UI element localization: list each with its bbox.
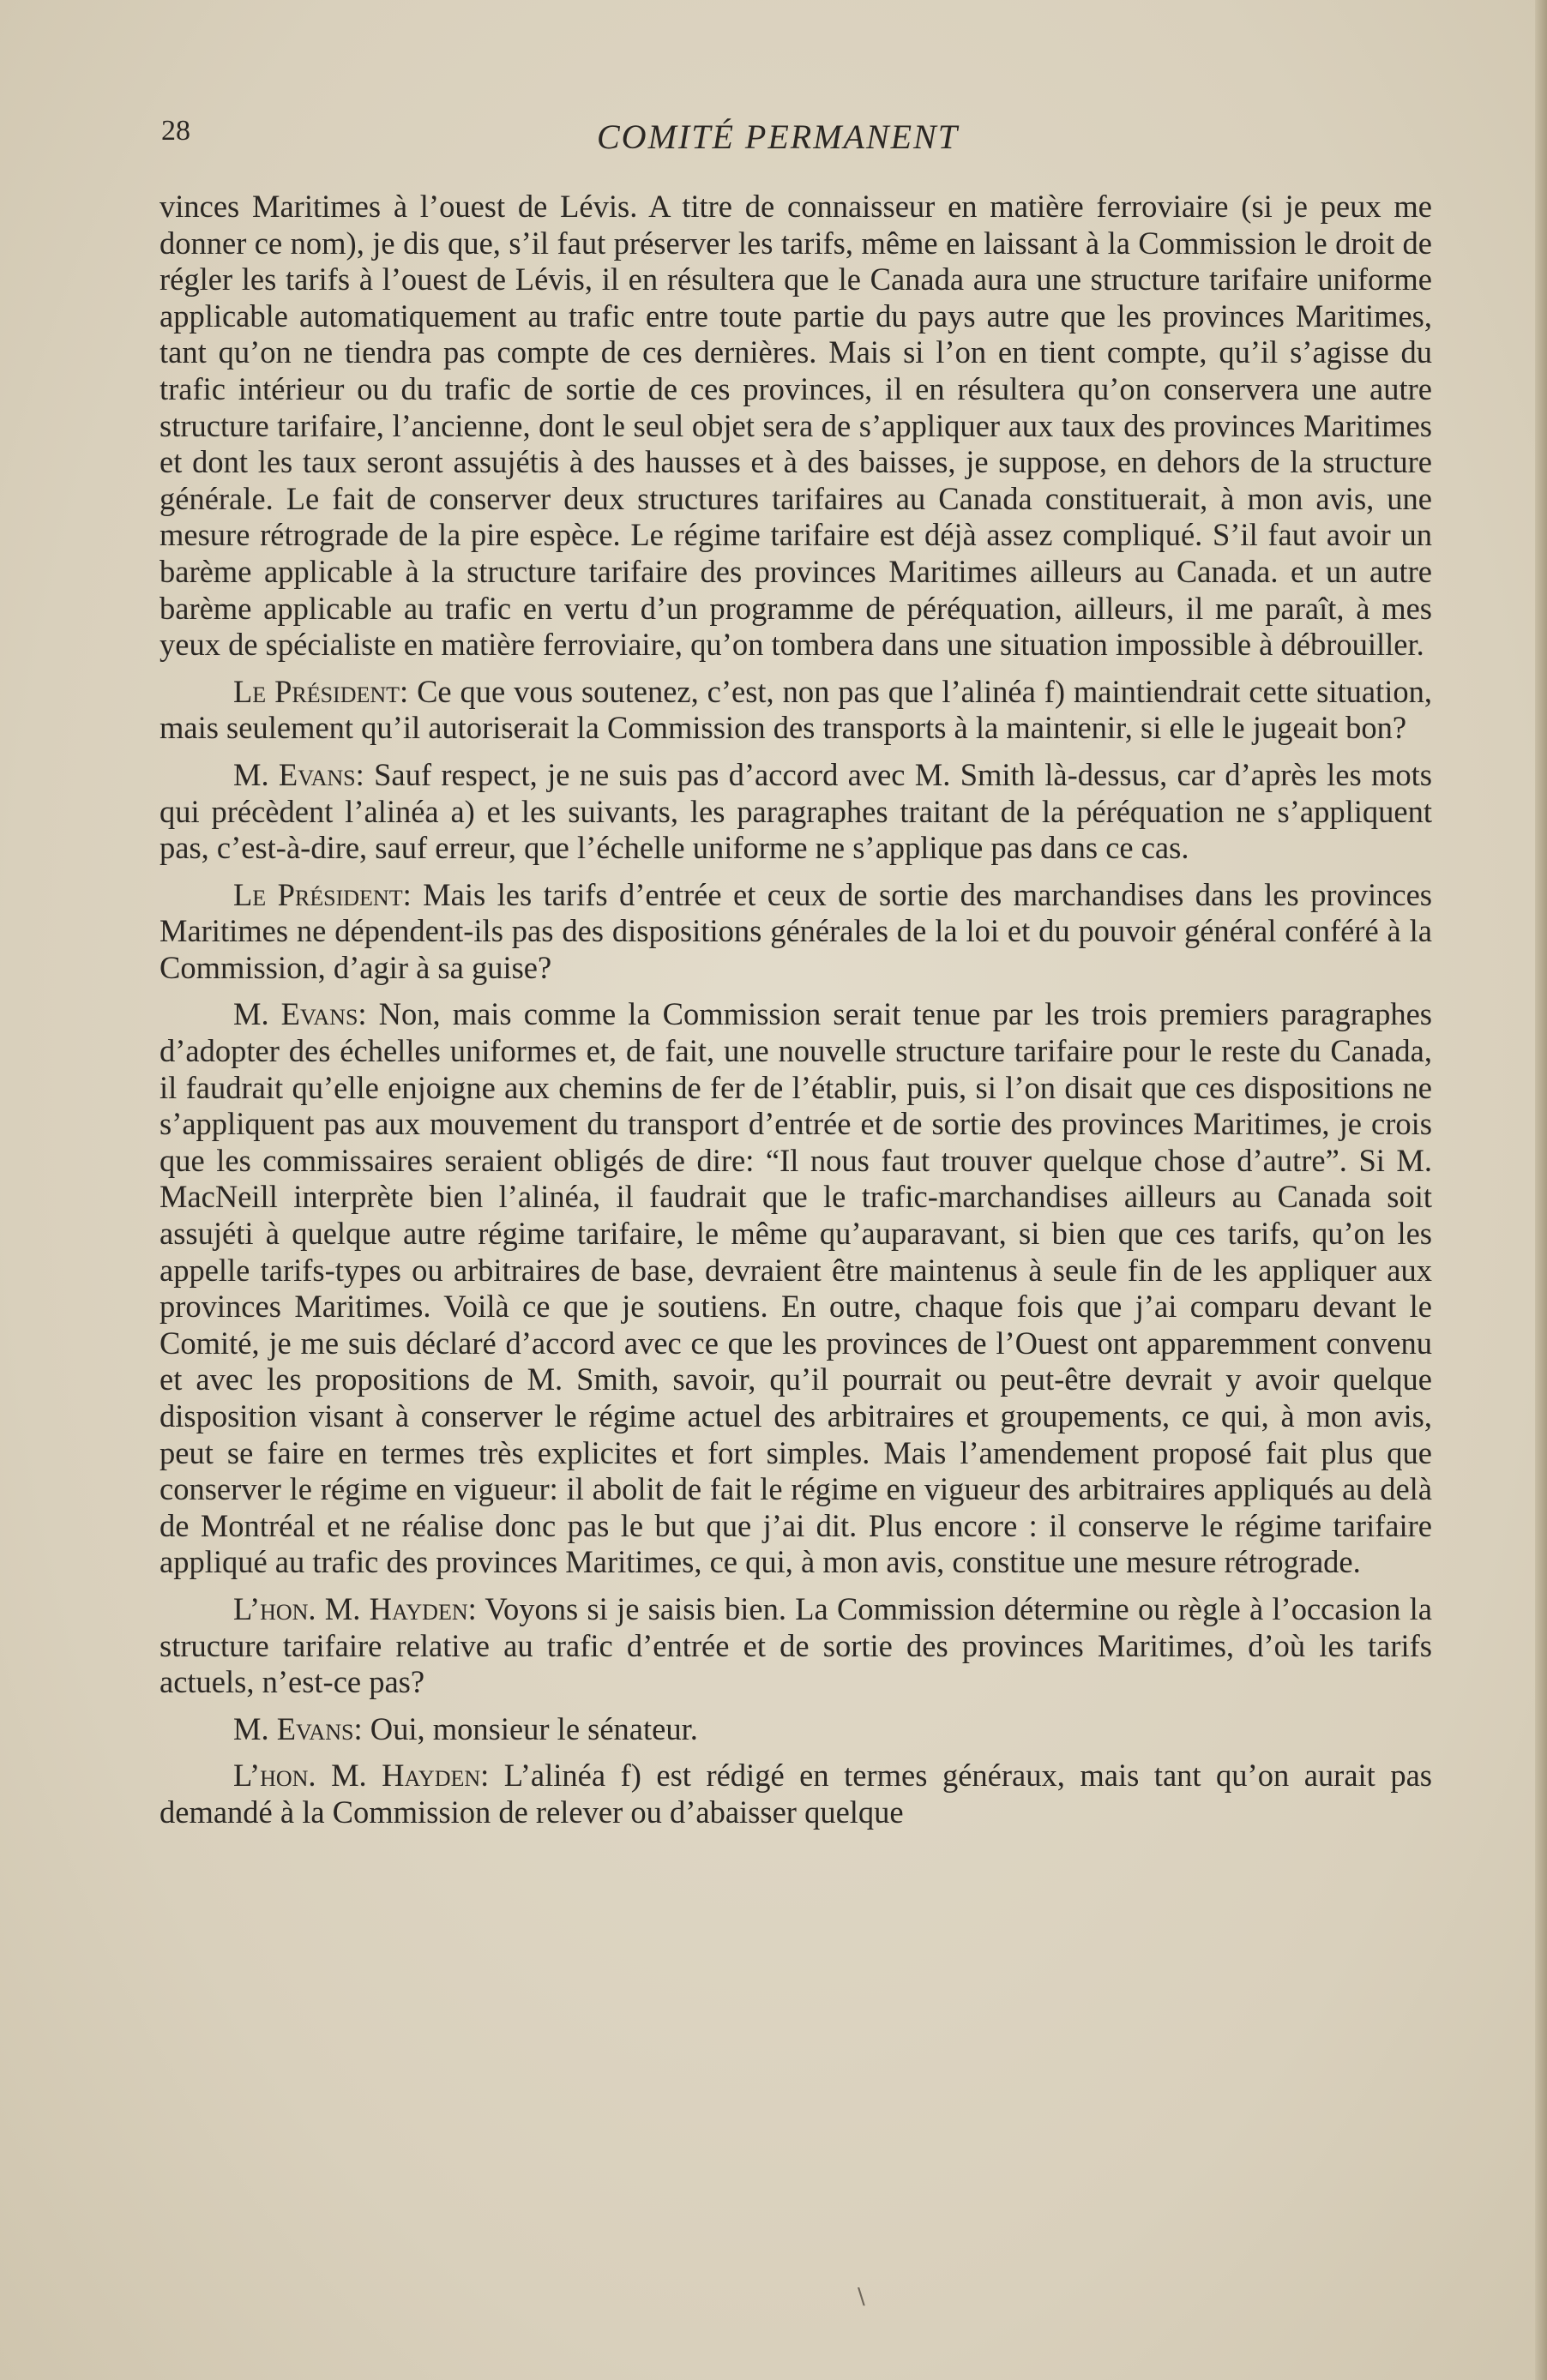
- running-title: COMITÉ PERMANENT: [597, 117, 959, 156]
- speaker-name: M. Evans:: [233, 756, 364, 792]
- footer-mark: \: [858, 2284, 865, 2310]
- speaker-name: L’hon. M. Hayden:: [233, 1590, 477, 1626]
- paragraph-text: Oui, monsieur le sénateur.: [362, 1710, 698, 1746]
- speaker-name: M. Evans:: [233, 1710, 363, 1746]
- page-edge: [1535, 0, 1547, 2380]
- paragraph-text: vinces Maritimes à l’ouest de Lévis. A titre de connaisseur en matière ferroviaire (si je peux me donner ce nom), je dis que, s’il faut préserver les tarifs, même en laissant à la Commission le droit de régler les tarifs à l’ouest de Lévis, il en résultera que le Canada aura une structure tarifaire uniforme applicable automatiquement au trafic entre toute partie du pays autre que les provinces Maritimes, tant qu’on ne tiendra pas compte de ces dernières. Mais si l’on en tient compte, qu’il s’agisse du trafic intérieur ou du trafic de sortie de ces provinces, il en résultera qu’on conservera une autre structure tarifaire, l’ancienne, dont le seul objet sera de s’appliquer aux taux des provinces Maritimes et dont les taux seront assujétis à des hausses et à des baisses, je suppose, en dehors de la structure générale. Le fait de conserver deux structures tarifaires au Canada constituerait, à mon avis, une mesure rétrograde de la pire espèce. Le régime tarifaire est déjà assez compliqué. S’il faut avoir un barème applicable à la structure tarifaire des provinces Maritimes ailleurs au Canada. et un autre barème applicable au trafic en vertu d’un programme de péréquation, ailleurs, il me paraît, à mes yeux de spécialiste en matière ferroviaire, qu’on tombera dans une situation impossible à débrouiller.: [160, 189, 1432, 663]
- paragraph-5: [160, 996, 1432, 1581]
- body-text: [160, 189, 1432, 1842]
- paragraph-text: Mais les tarifs d’entrée et ceux de sortie des marchandises dans les provinces Maritimes ne dépendent-ils pas des dispositions générales de la loi et du pouvoir général conféré à la Commission, d’agir à sa guise?: [160, 876, 1432, 985]
- paragraph-3: [160, 757, 1432, 867]
- page-number: 28: [161, 115, 190, 147]
- paragraph-text: Ce que vous soutenez, c’est, non pas que l’alinéa f) maintiendrait cette situation, mais seulement qu’il autoriserait la Commission des transports à la maintenir, si elle le jugeait bon?: [160, 673, 1432, 746]
- paragraph-8: [160, 1758, 1432, 1830]
- paragraph-2: [160, 674, 1432, 747]
- paragraph-4: [160, 877, 1432, 987]
- speaker-name: M. Evans:: [233, 996, 367, 1032]
- paragraph-text: Non, mais comme la Commission serait tenue par les trois premiers paragraphes d’adopter des échelles uniformes et, de fait, une nouvelle structure tarifaire pour le reste du Canada, il faudrait qu’elle enjoigne aux chemins de fer de l’établir, puis, si l’on disait que ces dispositions ne s’appliquent pas aux mouvement du transport d’entrée et de sortie des provinces Maritimes, je crois que les commissaires seraient obligés de dire: “Il nous faut trouver quelque chose d’autre”. Si M. MacNeill interprète bien l’alinéa, il faudrait que le trafic-marchandises ailleurs au Canada soit assujéti à quelque autre régime tarifaire, le même qu’auparavant, si bien que ces tarifs, qu’on les appelle tarifs-types ou arbitraires de base, devraient être maintenus à seule fin de les appliquer aux provinces Maritimes. Voilà ce que je soutiens. En outre, chaque fois que j’ai comparu devant le Comité, je me suis déclaré d’accord avec ce que les provinces de l’Ouest ont apparemment convenu et avec les propositions de M. Smith, savoir, qu’il pourrait ou peut-être devrait y avoir quelque disposition visant à conserver le régime actuel des arbitraires et groupements, ce qui, à mon avis, peut se faire en termes très explicites et fort simples. Mais l’amendement proposé fait plus que conserver le régime en vigueur: il abolit de fait le régime en vigueur des arbitraires appliqués au delà de Montréal et ne réalise donc pas le but que j’ai dit. Plus encore : il conserve le régime tarifaire appliqué au trafic des provinces Maritimes, ce qui, à mon avis, constitue une mesure rétrograde.: [160, 996, 1432, 1580]
- speaker-name: Le Président:: [233, 876, 412, 912]
- paragraph-text: Voyons si je saisis bien. La Commission détermine ou règle à l’occasion la structure tarifaire relative au trafic d’entrée et de sortie des provinces Maritimes, d’où les tarifs actuels, n’est-ce pas?: [160, 1590, 1433, 1700]
- paragraph-text: Sauf respect, je ne suis pas d’accord avec M. Smith là-dessus, car d’après les mots qui précèdent l’alinéa a) et les suivants, les paragraphes traitant de la péréquation ne s’appliquent pas, c’est-à-dire, sauf erreur, que l’échelle uniforme ne s’applique pas dans ce cas.: [160, 756, 1432, 866]
- page-header: [161, 110, 1465, 161]
- paragraph-1: [160, 189, 1432, 664]
- paragraph-text: L’alinéa f) est rédigé en termes généraux, mais tant qu’on aurait pas demandé à la Commission de relever ou d’abaisser quelque: [160, 1758, 1432, 1830]
- speaker-name: Le Président:: [233, 673, 409, 709]
- paragraph-6: [160, 1591, 1432, 1701]
- speaker-name: L’hon. M. Hayden:: [233, 1758, 490, 1794]
- paragraph-7: [160, 1711, 1432, 1748]
